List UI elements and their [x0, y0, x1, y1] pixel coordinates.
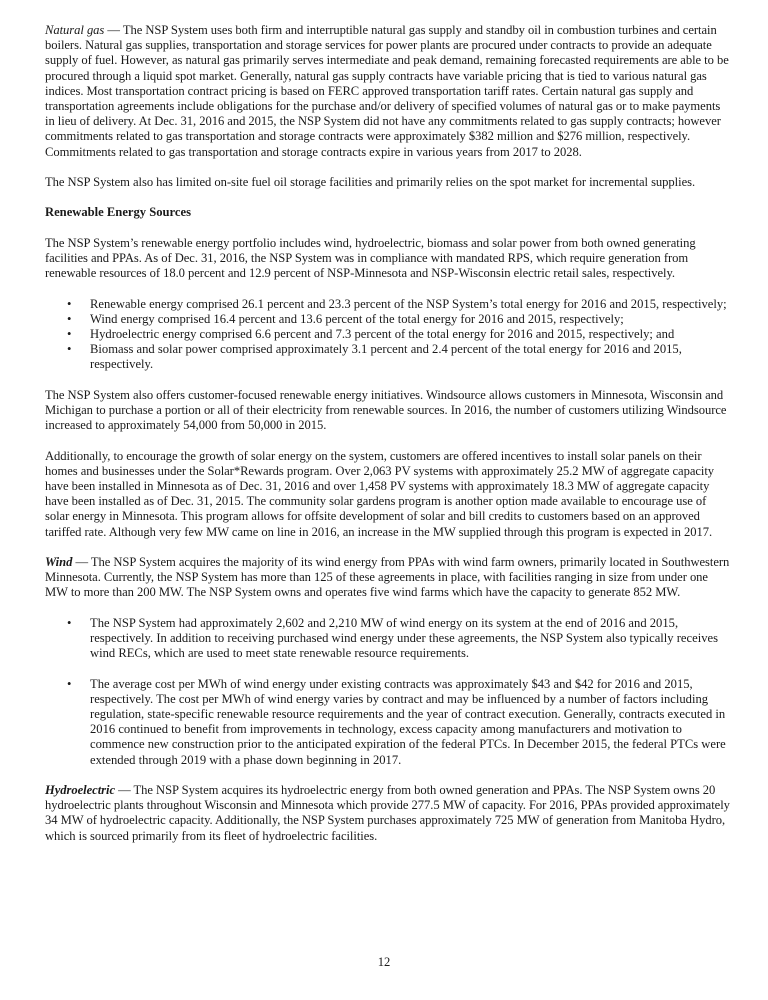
list-item-text: Hydroelectric energy comprised 6.6 percent and 7.3 percent of the total energy for 2016 and 2015, respectively; and [90, 327, 675, 341]
renewable-intro-paragraph: The NSP System’s renewable energy portfolio includes wind, hydroelectric, biomass and solar power from both owned generating facilities and PPAs. As of Dec. 31, 2016, the NSP System was in compliance with mandated RPS, which require generation from renewable resources of 18.0 percent and 12.9 percent of NSP-Minnesota and NSP-Wisconsin electric retail sales, respectively. [45, 235, 696, 281]
solar-paragraph: Additionally, to encourage the growth of solar energy on the system, customers are offered incentives to install solar panels on their homes and businesses under the Solar*Rewards program. Over 2,063 PV systems with approximately 25.2 MW of aggregate capacity have been installed in Minnesota as of Dec. 31, 2016 and over 1,458 PV systems with approximately 18.3 MW of aggregate capacity have been installed as of Dec. 31, 2015. The community solar gardens program is another option made available to encourage use of solar energy in Minnesota. This program allows for offsite development of solar and bill credits to customers based on an approved tariffed rate. Although very few MW came on line in 2016, an increase in the MW supplied through this program is expected in 2017. [45, 448, 715, 539]
wind-lead: Wind [45, 555, 73, 569]
bullet-icon: • [67, 327, 72, 341]
natural-gas-paragraph [45, 23, 731, 160]
wind-paragraph [45, 555, 731, 601]
bullet-icon: • [67, 296, 72, 311]
list-item-text: Renewable energy comprised 26.1 percent and 23.3 percent of the NSP System’s total energy for 2016 and 2015, respectively; [90, 296, 727, 311]
list-item-text: The NSP System had approximately 2,602 and 2,210 MW of wind energy on its system at the end of 2016 and 2015, respectively. In addition to receiving purchased wind energy under these agreements, the NSP System also typically receives wind RECs, which are used to meet state renewable resource requirements. [90, 615, 718, 661]
bullet-icon: • [67, 311, 72, 326]
list-item [45, 327, 731, 342]
list-item [45, 297, 731, 312]
list-item [45, 342, 731, 372]
list-item-text: Biomass and solar power comprised approximately 3.1 percent and 2.4 percent of the total energy for 2016 and 2015, respectively. [90, 342, 682, 372]
bullet-icon: • [67, 676, 72, 691]
list-item-text: Wind energy comprised 16.4 percent and 13.6 percent of the total energy for 2016 and 2015, respectively; [90, 311, 624, 326]
list-item [45, 312, 731, 327]
fuel-oil-paragraph: The NSP System also has limited on-site fuel oil storage facilities and primarily relies on the spot market for incremental supplies. [45, 175, 696, 190]
wind-dash: — [72, 555, 91, 569]
natural-gas-text: The NSP System uses both firm and interruptible natural gas supply and standby oil in combustion turbines and certain boilers. Natural gas supplies, transportation and storage services for power plants are procured under contracts to provide an adequate supply of fuel. However, as natural gas primarily serves intermediate and peak demand, remaining forecasted requirements are able to be procured through a liquid spot market. Generally, natural gas supply contracts have variable pricing that is tied to various natural gas indices. Most transportation contract pricing is based on FERC approved transportation tariff rates. Certain natural gas supply and transportation agreements include obligations for the purchase and/or delivery of specified volumes of natural gas or to make payments in lieu of delivery. At Dec. 31, 2016 and 2015, the NSP System did not have any commitments related to gas supply contracts; however commitments related to gas transportation and storage contracts were approximately $382 million and $276 million, respectively. Commitments related to gas transportation and storage contracts expire in various years from 2017 to 2028. [45, 23, 729, 159]
hydroelectric-lead: Hydroelectric [45, 783, 115, 797]
hydroelectric-paragraph [45, 783, 731, 844]
wind-text: The NSP System acquires the majority of its wind energy from PPAs with wind farm owners, primarily located in Southwestern Minnesota. Currently, the NSP System has more than 125 of these agreements in place, with facilities ranging in size from under one MW to more than 200 MW. The NSP System owns and operates five wind farms which have the capacity to generate 852 MW. [45, 555, 730, 600]
windsource-paragraph: The NSP System also offers customer-focused renewable energy initiatives. Windsource allows customers in Minnesota, Wisconsin and Michigan to purchase a portion or all of their electricity from renewable sources. In 2016, the number of customers utilizing Windsource increased to approximately 54,000 from 50,000 in 2015. [45, 387, 727, 433]
list-item-text: The average cost per MWh of wind energy under existing contracts was approximately $43 and $42 for 2016 and 2015, respectively. The cost per MWh of wind energy varies by contract and may be influenced by a number of factors including regulation, state-specific renewable resource requirements and the year of contract execution. Generally, contracts executed in 2016 continued to benefit from improvements in technology, excess capacity among manufacturers and motivation to commence new construction prior to the anticipated expiration of the federal PTCs. In December 2015, the federal PTCs were extended through 2019 with a phase down beginning in 2017. [90, 676, 726, 767]
list-item [45, 616, 731, 662]
page-number: 12 [377, 955, 391, 969]
hydroelectric-dash: — [115, 783, 134, 797]
wind-bullet-list [45, 616, 731, 768]
renewable-bullet-list [45, 297, 731, 373]
renewable-heading: Renewable Energy Sources [45, 205, 191, 220]
natural-gas-dash: — [104, 23, 123, 37]
hydroelectric-text: The NSP System acquires its hydroelectric energy from both owned generation and PPAs. The NSP System owns 20 hydroelectric plants throughout Wisconsin and Minnesota which provide 277.5 MW of capacity. For 2016, PPAs provided approximately 34 MW of hydroelectric capacity. Additionally, the NSP System purchases approximately 725 MW of generation from Manitoba Hydro, which is sourced primarily from its fleet of hydroelectric facilities. [45, 783, 730, 843]
document-page [45, 23, 731, 859]
bullet-icon: • [67, 342, 72, 357]
list-item [45, 677, 731, 768]
natural-gas-lead: Natural gas [45, 23, 105, 37]
bullet-icon: • [67, 615, 72, 630]
